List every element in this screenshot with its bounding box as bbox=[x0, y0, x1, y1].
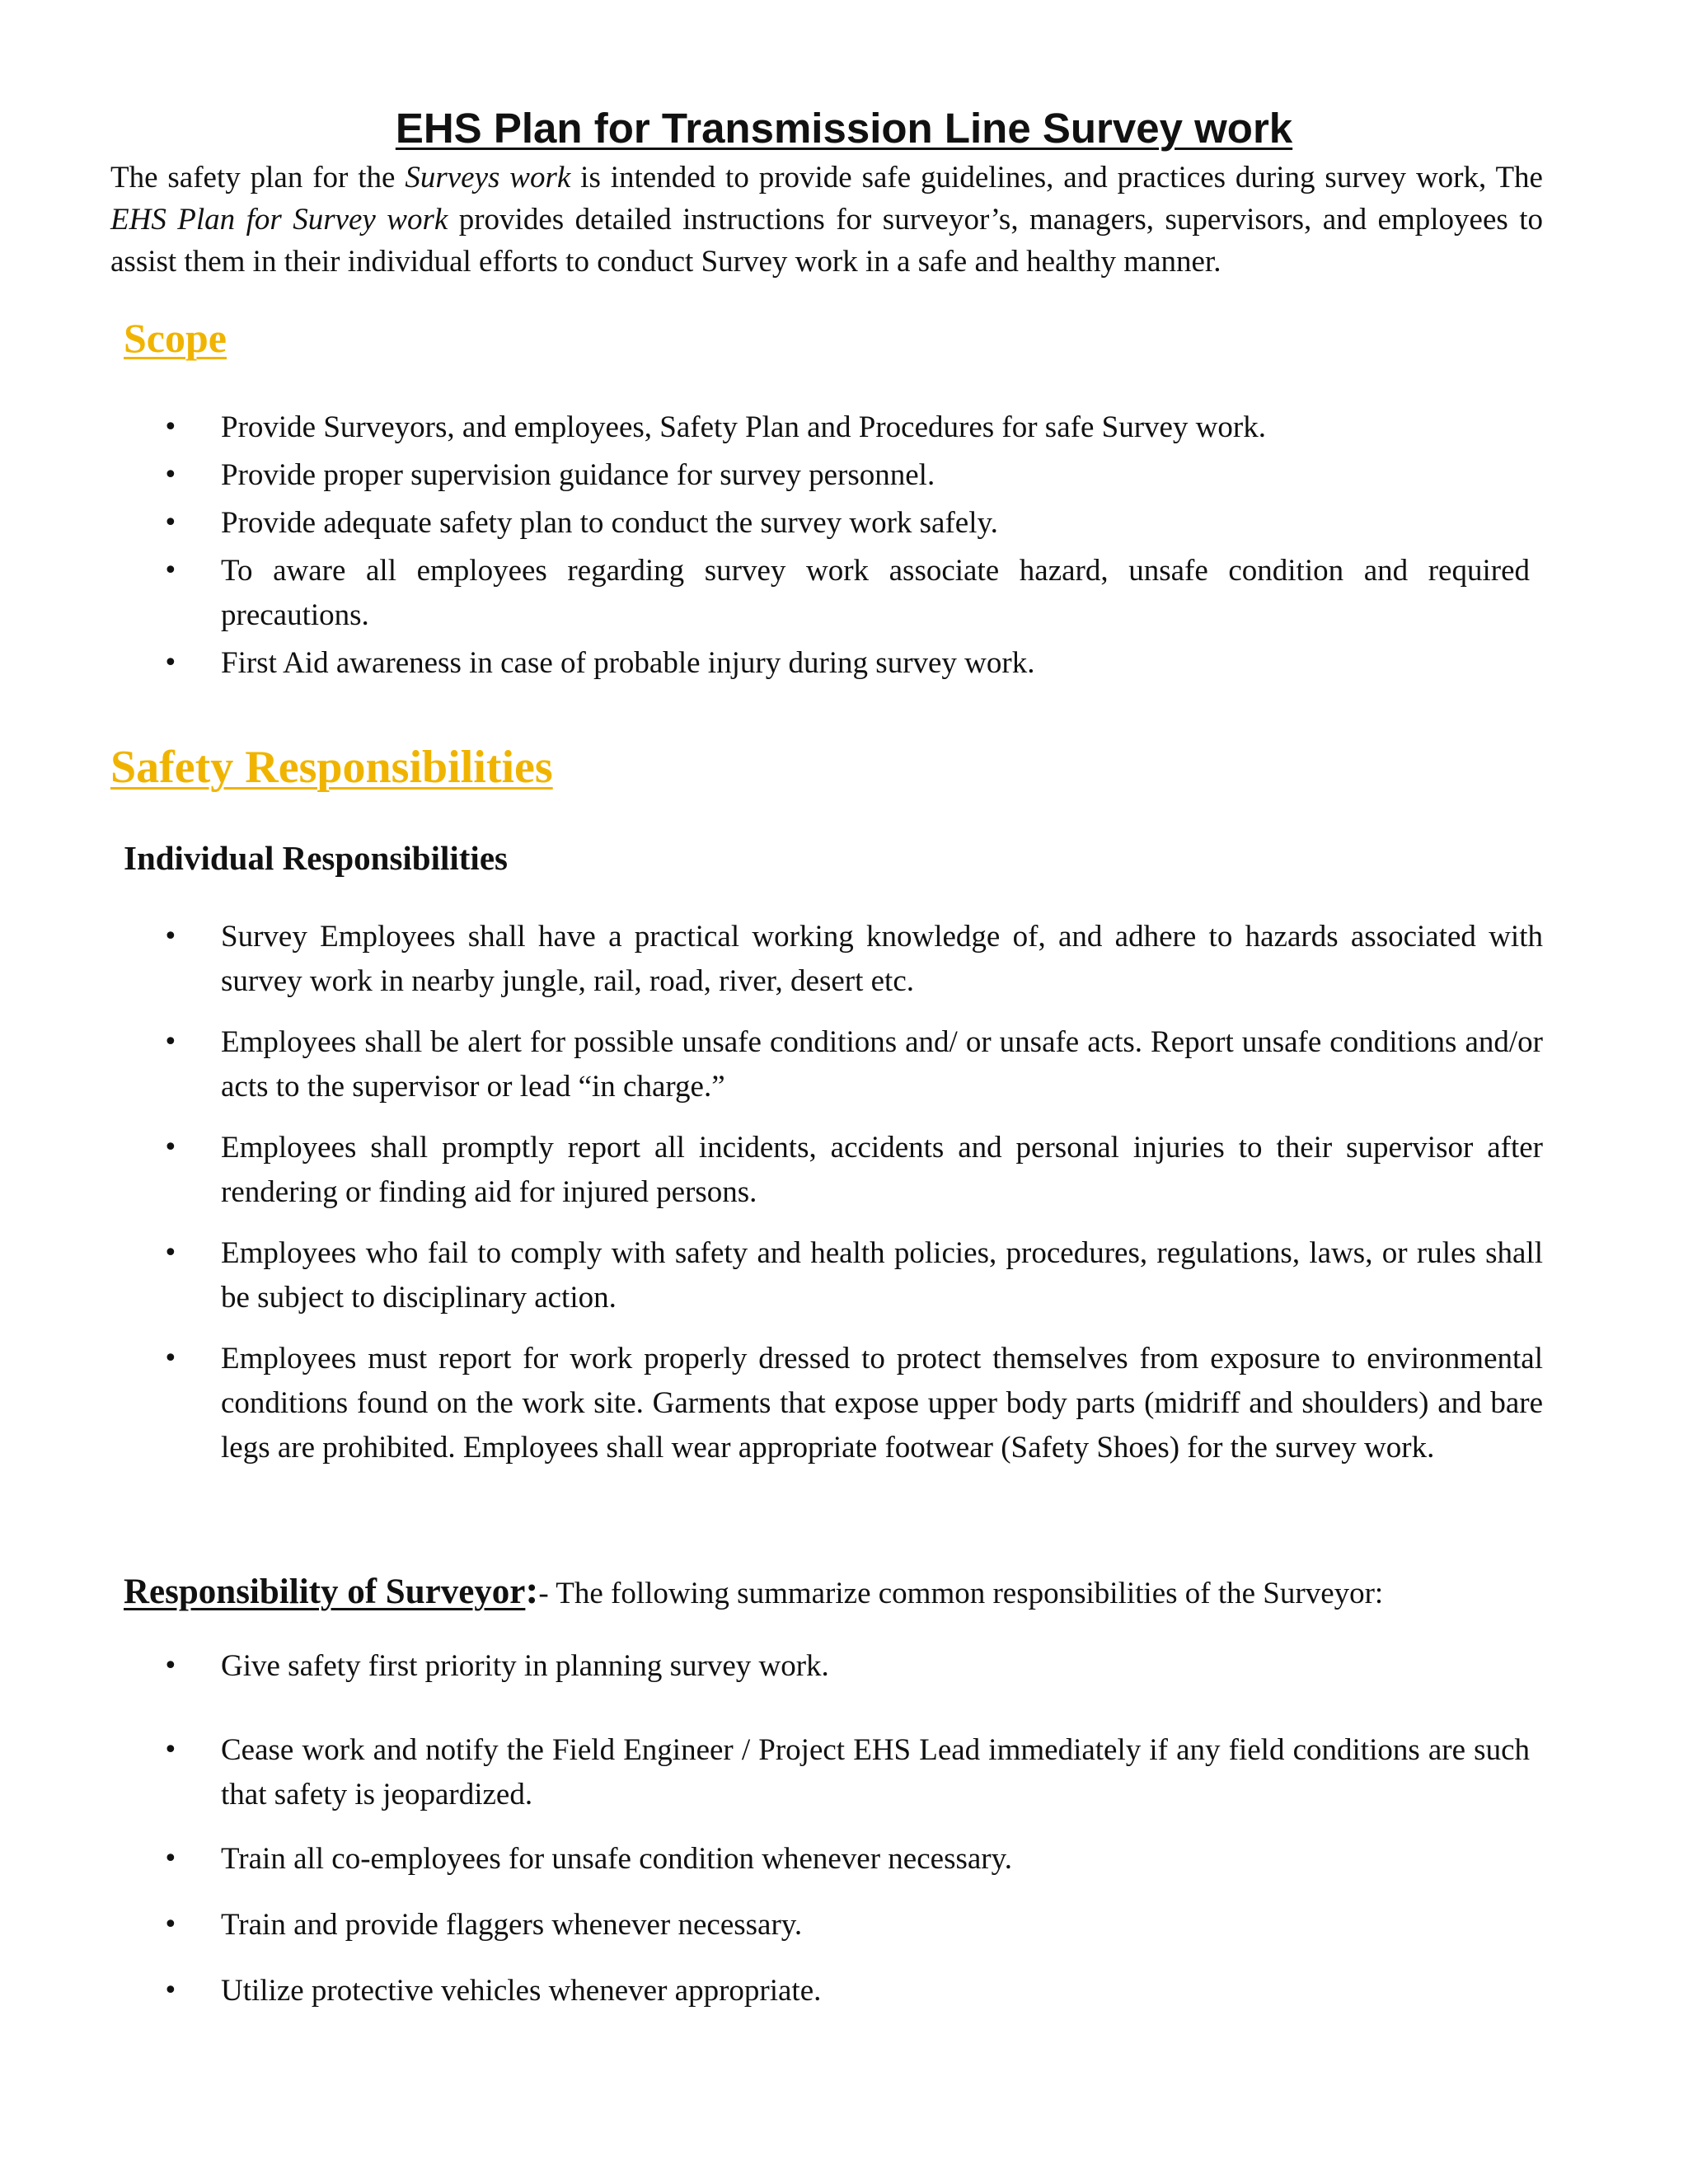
intro-paragraph bbox=[110, 157, 1543, 283]
list-item-text: Employees shall be alert for possible unsafe conditions and/ or unsafe acts. Report unsafe conditions and/or acts to the supervisor or lead “in charge.” bbox=[221, 1025, 1543, 1104]
list-item-text: Cease work and notify the Field Engineer / Project EHS Lead immediately if any field conditions are such that safety is jeopardized. bbox=[221, 1733, 1530, 1811]
list-item-text: Employees must report for work properly dressed to protect themselves from exposure to environmental conditions found on the work site. Garments that expose upper body parts (midriff and shoulders) and bare legs are prohibited. Employees shall wear appropriate footwear (Safety Shoes) for the survey work. bbox=[221, 1342, 1543, 1465]
list-item-text: To aware all employees regarding survey work associate hazard, unsafe condition and required precautions. bbox=[221, 554, 1530, 632]
list-item bbox=[110, 501, 1530, 546]
bullet-icon: • bbox=[163, 1344, 178, 1373]
list-item-text: Provide adequate safety plan to conduct the survey work safely. bbox=[221, 506, 998, 540]
list-item bbox=[110, 453, 1530, 498]
list-item-text: Give safety first priority in planning survey work. bbox=[221, 1649, 829, 1683]
scope-heading: Scope bbox=[124, 315, 227, 361]
list-item-text: Provide proper supervision guidance for survey personnel. bbox=[221, 458, 935, 492]
list-item bbox=[110, 549, 1530, 638]
safety-responsibilities-heading: Safety Responsibilities bbox=[110, 742, 553, 793]
bullet-icon: • bbox=[163, 649, 178, 677]
list-item-text: Utilize protective vehicles whenever appropriate. bbox=[221, 1974, 822, 2008]
bullet-icon: • bbox=[163, 413, 178, 442]
list-item-text: Provide Surveyors, and employees, Safety Plan and Procedures for safe Survey work. bbox=[221, 410, 1266, 444]
list-item bbox=[110, 1126, 1543, 1215]
list-item-text: Survey Employees shall have a practical working knowledge of, and adhere to hazards associated with survey work in nearby jungle, rail, road, river, desert etc. bbox=[221, 920, 1543, 998]
surveyor-heading-colon: : bbox=[525, 1568, 539, 1612]
surveyor-responsibility-line bbox=[124, 1566, 1383, 1619]
list-item bbox=[110, 1728, 1530, 1817]
intro-emphasis-1: Surveys work bbox=[405, 161, 571, 194]
bullet-icon: • bbox=[163, 461, 178, 490]
surveyor-lead-text: - The following summarize common responsibilities of the Surveyor: bbox=[538, 1577, 1384, 1610]
list-item bbox=[110, 1644, 1530, 1689]
surveyor-responsibility-heading: Responsibility of Surveyor bbox=[124, 1572, 526, 1611]
individual-responsibilities-heading: Individual Responsibilities bbox=[124, 839, 508, 877]
bullet-icon: • bbox=[163, 1844, 178, 1873]
list-item bbox=[110, 1903, 1530, 1947]
bullet-icon: • bbox=[163, 556, 178, 585]
list-item bbox=[110, 641, 1530, 686]
individual-responsibilities-list bbox=[110, 915, 1543, 1487]
bullet-icon: • bbox=[163, 1133, 178, 1162]
list-item bbox=[110, 1231, 1543, 1320]
list-item bbox=[110, 1837, 1530, 1882]
list-item bbox=[110, 1337, 1543, 1470]
scope-list bbox=[110, 405, 1530, 689]
document-title: EHS Plan for Transmission Line Survey work bbox=[395, 105, 1293, 152]
bullet-icon: • bbox=[163, 1028, 178, 1057]
intro-text-3: provides detailed instructions for surveyor’s, managers, supervisors, and employees to assist them in their individual efforts to conduct Survey work in a safe and healthy manner. bbox=[110, 203, 1543, 279]
list-item bbox=[110, 405, 1530, 450]
list-item bbox=[110, 1969, 1530, 2013]
intro-text-1: The safety plan for the bbox=[110, 161, 406, 194]
bullet-icon: • bbox=[163, 1736, 178, 1765]
intro-text-2: is intended to provide safe guidelines, and practices during survey work, The bbox=[570, 161, 1543, 194]
list-item-text: Train and provide flaggers whenever necessary. bbox=[221, 1908, 803, 1942]
list-item-text: Employees who fail to comply with safety and health policies, procedures, regulations, laws, or rules shall be subject to disciplinary action. bbox=[221, 1236, 1543, 1315]
list-item-text: Employees shall promptly report all incidents, accidents and personal injuries to their supervisor after rendering or finding aid for injured persons. bbox=[221, 1131, 1543, 1209]
bullet-icon: • bbox=[163, 1652, 178, 1680]
list-item bbox=[110, 1020, 1543, 1109]
bullet-icon: • bbox=[163, 1976, 178, 2005]
bullet-icon: • bbox=[163, 1239, 178, 1268]
surveyor-responsibilities-list bbox=[110, 1644, 1530, 2035]
list-item-text: Train all co-employees for unsafe condition whenever necessary. bbox=[221, 1842, 1012, 1876]
bullet-icon: • bbox=[163, 1910, 178, 1939]
bullet-icon: • bbox=[163, 922, 178, 951]
bullet-icon: • bbox=[163, 509, 178, 537]
list-item-text: First Aid awareness in case of probable injury during survey work. bbox=[221, 646, 1035, 680]
list-item bbox=[110, 915, 1543, 1004]
intro-emphasis-2: EHS Plan for Survey work bbox=[110, 203, 448, 237]
